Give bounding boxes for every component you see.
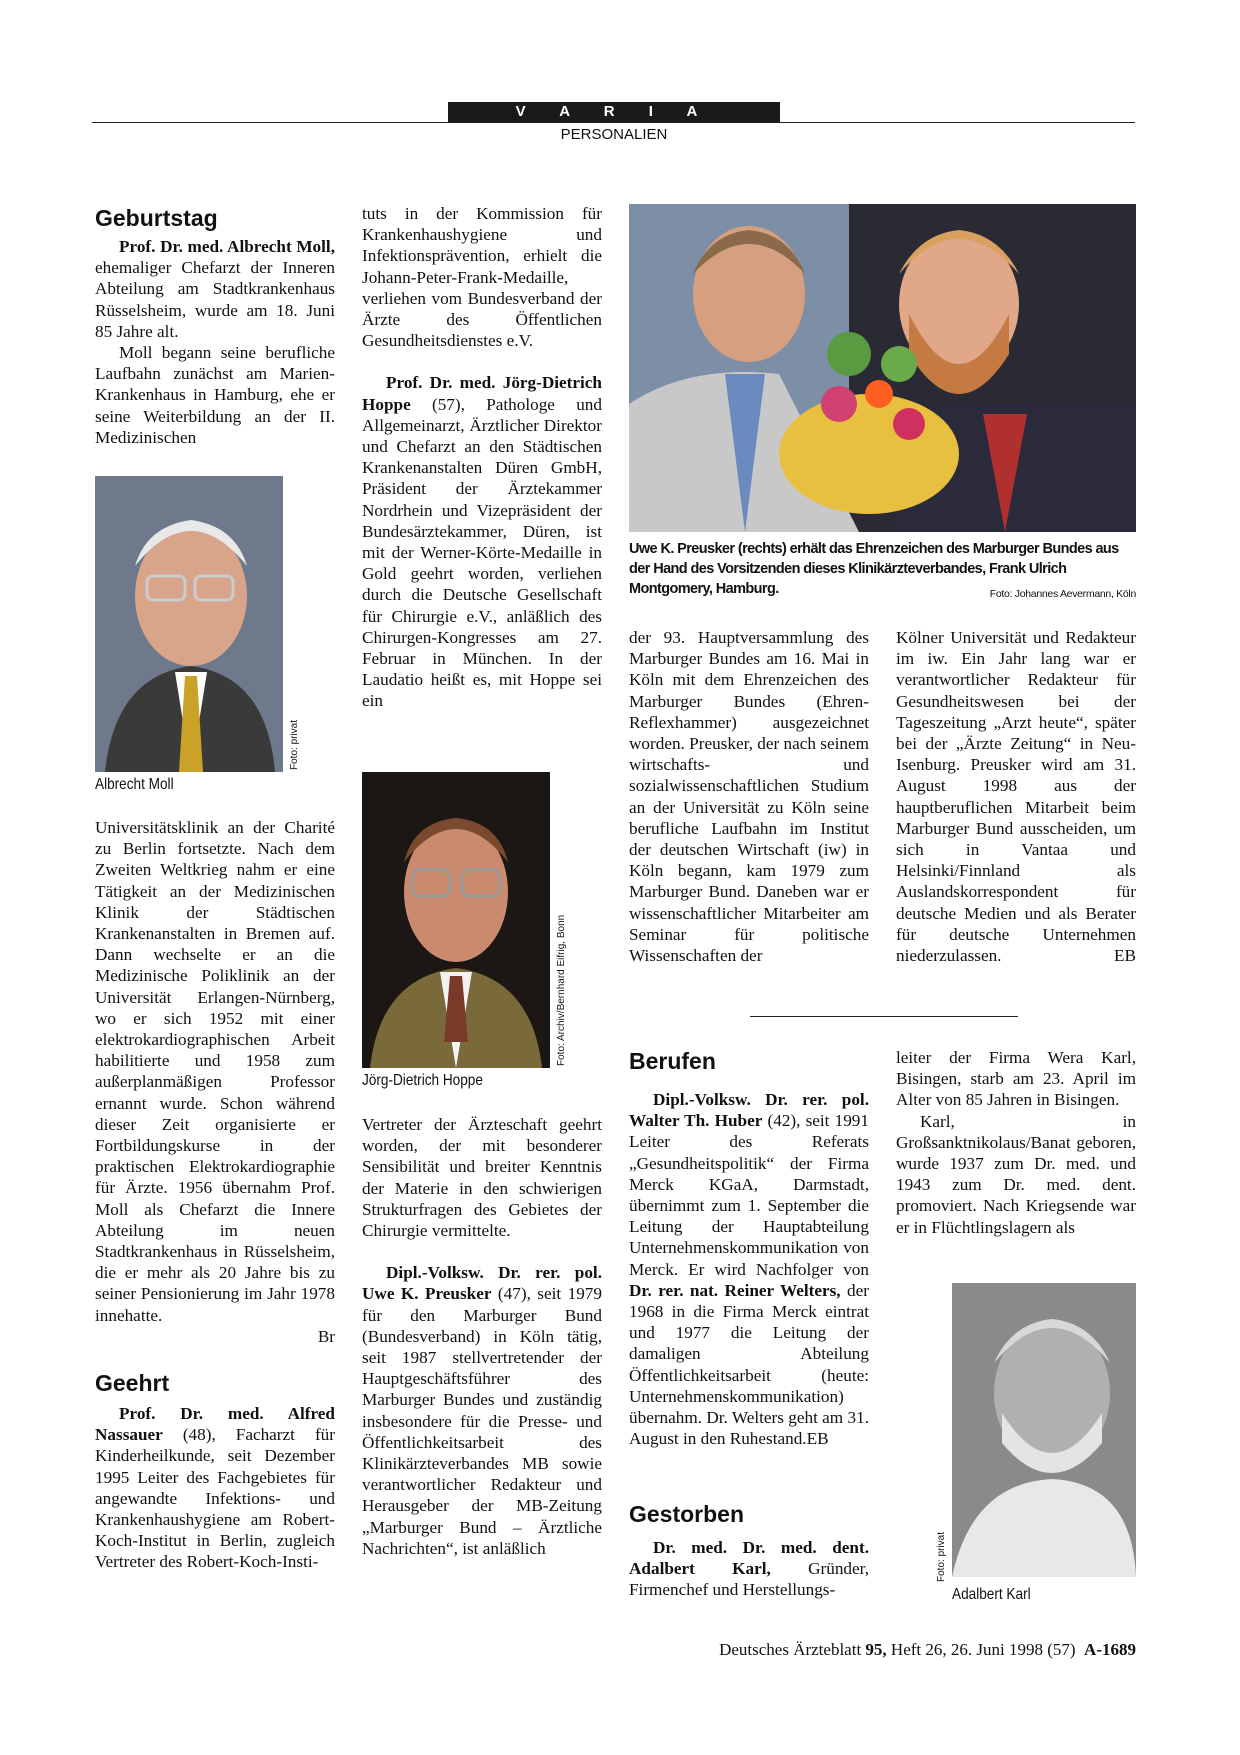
huber-name: Dipl.-Volksw. Dr. rer. pol. Walter Th. Huber: [629, 1090, 869, 1131]
hoppe-text-1: (57), Pathologe und Allgemeinarzt, Ärztlicher Direktor und Chefarzt an den Städtischen Krankenanstalten Düren GmbH, Präsident der Ärztekammer Nordrhein und Vizepräsident der Bundesärztekammer, Düren, ist mit der Werner-Körte-Medaille in Gold geehrt worden, verliehen durch die Deutsche Gesellschaft für Chirurgie e.V., anläßlich des Chirurgen-Kongresses am 27. Februar in München. In der Laudatio heißt es, mit Hoppe sei ein: [362, 394, 602, 711]
footer-page-number: A-1689: [1084, 1640, 1136, 1659]
nassauer-continued: tuts in der Kommission für Krankenhaushygiene und Infektionsprävention, erhielt die Johann-Peter-Frank-Medaille, verliehen vom Bundesverband der Ärzte des Öffentlichen Gesundheitsdienstes e.V.: [362, 204, 602, 351]
portrait-illustration: [362, 772, 550, 1068]
heading-gestorben: Gestorben: [629, 1501, 745, 1527]
section-label: V A R I A: [448, 102, 780, 122]
heading-berufen: Berufen: [629, 1048, 716, 1074]
column-2-top: [362, 203, 602, 712]
heading-geehrt: Geehrt: [95, 1370, 170, 1396]
preusker-continued: der 93. Hauptversammlung des Marburger Bundes am 16. Mai in Köln mit dem Ehrenzeichen des Marburger Bundes (Ehren-Reflexhammer) ausgezeichnet worden. Preusker, der nach seinem wirtschafts- und sozialwissenschaftlichen Studium an der Universität zu Köln seine berufliche Laufbahn im Institut der deutschen Wirtschaft (iw) in Köln begann, kam 1979 zum Marburger Bund. Daneben war er wissenschaftlicher Mitarbeiter am Seminar für politische Wissenschaften der: [629, 628, 869, 966]
welters-name: Dr. rer. nat. Reiner Welters,: [629, 1280, 841, 1300]
huber-article: [629, 1089, 869, 1449]
karl-photo-credit: Foto: privat: [936, 1531, 947, 1582]
footer-issue: Heft 26, 26. Juni 1998 (57): [886, 1640, 1076, 1659]
karl-photo-caption: Adalbert Karl: [952, 1586, 1031, 1603]
portrait-illustration: [952, 1283, 1136, 1577]
heading-geburtstag: Geburtstag: [95, 205, 218, 231]
hoppe-name: Prof. Dr. med. Jörg-Dietrich Hoppe: [362, 373, 602, 414]
preusker-signature: EB: [1114, 946, 1136, 966]
moll-photo-credit: Foto: privat: [289, 719, 300, 770]
hoppe-photo-credit: Foto: Archiv/Bernhard Eifrig, Bonn: [556, 914, 567, 1066]
photo-illustration: [629, 204, 1136, 532]
karl-article: [629, 1537, 869, 1601]
portrait-illustration: [95, 476, 283, 772]
karl-name: Dr. med. Dr. med. dent. Adalbert Karl,: [629, 1538, 869, 1579]
column-4-top: [896, 627, 1136, 966]
joerg-dietrich-hoppe-photo: [362, 772, 550, 1068]
subsection-label: PERSONALIEN: [560, 126, 668, 143]
nassauer-article: [95, 1403, 335, 1573]
moll-photo-caption: Albrecht Moll: [95, 776, 174, 793]
preusker-photo-credit: Foto: Johannes Aevermann, Köln: [989, 588, 1136, 600]
huber-text-1: (42), seit 1991 Leiter des Referats „Gesundheitspolitik“ der Firma Merck KGaA, Darmstadt, übernimmt zum 1. September die Leitung der Hauptabteilung Unternehmenskommunikation von Merck. Er wird Nachfolger von: [629, 1111, 869, 1279]
page-footer: [636, 1640, 1136, 1660]
adalbert-karl-photo: [952, 1283, 1136, 1577]
column-2-bottom: [362, 1114, 602, 1559]
moll-signature: Br: [317, 1326, 335, 1346]
moll-name: Prof. Dr. med. Albrecht Moll,: [119, 237, 335, 256]
hoppe-photo-caption: Jörg-Dietrich Hoppe: [362, 1072, 483, 1089]
header-rule: [92, 122, 1135, 123]
moll-text-1: ehemaliger Chefarzt der Inneren Abteilung am Stadtkrankenhaus Rüsselsheim, wurde am 18. Juni 85 Jahre alt.: [95, 258, 335, 341]
karl-text-2: leiter der Firma Wera Karl, Bisingen, starb am 23. April im Alter von 85 Jahren in Bisingen.: [896, 1048, 1136, 1110]
moll-article-bottom: [95, 817, 335, 1347]
preusker-text-1: (47), seit 1979 für den Marburger Bund (Bundesverband) in Köln tätig, seit 1987 stellvertretender der Hauptgeschäftsführer des Marburger Bundes und zuständig insbesondere für die Presse- und Öffentlichkeitsarbeit des Klinikärzteverbandes MB sowie verantwortlicher Redakteur und Herausgeber der MB-Zeitung „Marburger Bund – Ärztliche Nachrichten“, ist anläßlich: [362, 1284, 602, 1558]
hoppe-text-2: Vertreter der Ärzteschaft geehrt worden, der mit besonderer Sensibilität und breiter Kenntnis der Materie in den schwierigen Strukturfragen des Gebietes der Chirurgie vermittelte.: [362, 1115, 602, 1241]
preusker-name: Dipl.-Volksw. Dr. rer. pol. Uwe K. Preusker: [362, 1263, 602, 1304]
preusker-continued-2: Kölner Universität und Redakteur im iw. Ein Jahr lang war er verantwortlicher Redakteur für Gesundheitswesen bei der Tageszeitung „Arzt heute“, später bei der „Ärzte Zeitung“ in Neu-Isenburg. Preusker wird am 31. August 1998 aus der hauptberuflichen Mitarbeit beim Marburger Bund ausscheiden, um sich in Vantaa und Helsinki/Finnland als Auslandskorrespondent für deutsche Medien und als Berater für deutsche Unternehmen niederzulassen.: [896, 628, 1136, 966]
nassauer-name: Prof. Dr. med. Alfred Nassauer: [95, 1404, 335, 1445]
karl-text-1: Gründer, Firmenchef und Herstellungs-: [629, 1559, 869, 1600]
preusker-photo-caption: Uwe K. Preusker (rechts) erhält das Ehrenzeichen des Marburger Bundes aus der Hand des Vorsitzenden dieses Klinikärzteverbandes, Frank Ulrich Montgomery, Hamburg.: [629, 541, 1119, 597]
column-3-top: [629, 627, 869, 966]
moll-text-3: Universitätsklinik an der Charité zu Berlin fortsetzte. Nach dem Zweiten Weltkrieg nahm er eine Tätigkeit an der Medizinischen Klinik der Städtischen Krankenanstalten in Bremen auf. Dann wechselte er an die Medizinische Poliklinik an der Universität Erlangen-Nürnberg, wo er sich 1952 mit einer elektrokardiographischen Arbeit habilitierte und 1958 zum außerplanmäßigen Professor ernannt wurde. Schon während dieser Zeit organisierte er Fortbildungskurse in der praktischen Elektrokardiographie für Ärzte. 1956 übernahm Prof. Moll als Chefarzt die Innere Abteilung im neuen Stadtkrankenhaus in Rüsselsheim, die er mehr als 20 Jahre bis zu seiner Pensionierung im Jahr 1978 innehatte.: [95, 818, 335, 1325]
footer-journal: Deutsches Ärzteblatt: [719, 1640, 866, 1659]
karl-article-continued: [896, 1047, 1136, 1238]
footer-volume: 95,: [865, 1640, 887, 1659]
karl-text-3: Karl, in Großsanktnikolaus/Banat geboren, wurde 1937 zum Dr. med. und 1943 zum Dr. med. dent. promoviert. Nach Kriegsende war er in Flüchtlingslagern als: [896, 1111, 1136, 1237]
section-divider: [750, 1016, 1018, 1017]
moll-text-2: Moll begann seine berufliche Laufbahn zunächst am Marien-Krankenhaus in Hamburg, ehe er seine Weiterbildung an der II. Medizinischen: [95, 343, 335, 447]
huber-text-2: der 1968 in die Firma Merck eintrat und 1977 die Leitung der damaligen Abteilung Öffentlichkeitsarbeit (heute: Unternehmenskommunikation) übernahm. Dr. Welters geht am 31. August in den Ruhestand.EB: [629, 1280, 869, 1449]
preusker-montgomery-photo: [629, 204, 1136, 532]
nassauer-text: (48), Facharzt für Kinderheilkunde, seit Dezember 1995 Leiter des Fachgebietes für angewandte Infektions- und Krankenhaushygiene am Robert-Koch-Institut in Berlin, zugleich Vertreter des Robert-Koch-Insti-: [95, 1425, 335, 1572]
albrecht-moll-photo: [95, 476, 283, 772]
moll-article-top: [95, 236, 335, 448]
